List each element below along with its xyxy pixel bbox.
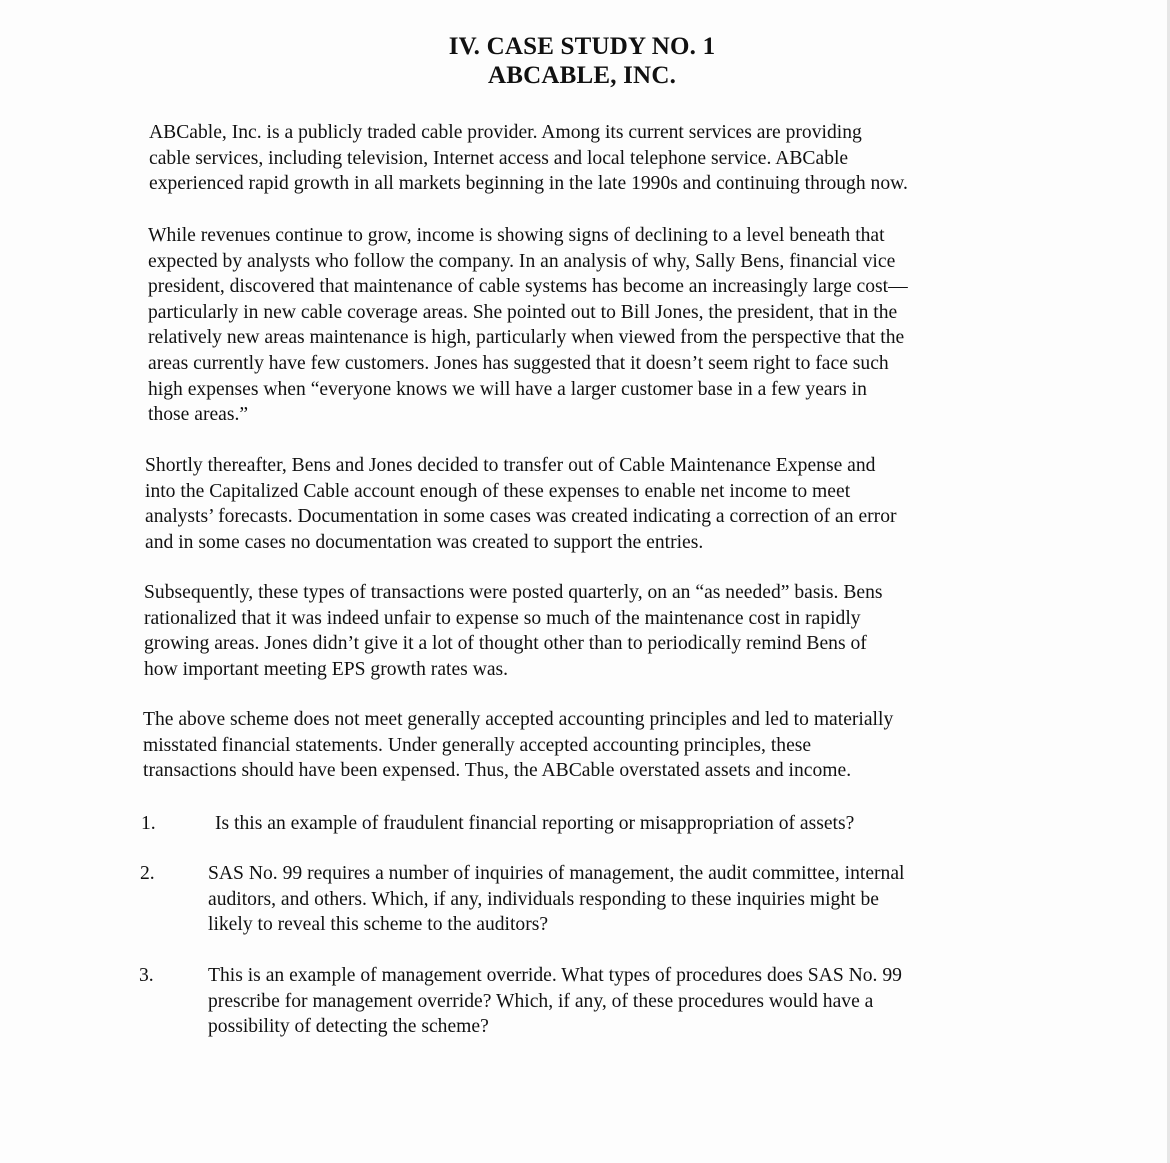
paragraph-line: relatively new areas maintenance is high, particularly when viewed from the perspective that the (148, 327, 905, 349)
paragraph-gaap (143, 707, 893, 784)
paragraph-line: president, discovered that maintenance of cable systems has become an increasingly large cost— (148, 276, 908, 298)
paragraph-line: how important meeting EPS growth rates was. (144, 658, 509, 680)
paragraph-line: analysts’ forecasts. Documentation in some cases was created indicating a correction of an error (145, 506, 897, 528)
paragraph-line: those areas.” (148, 404, 249, 426)
paragraph-line: rationalized that it was indeed unfair to expense so much of the maintenance cost in rapidly (144, 607, 861, 629)
paragraph-line: transactions should have been expensed. Thus, the ABCable overstated assets and income. (143, 760, 852, 782)
question-line: prescribe for management override? Which, if any, of these procedures would have a (208, 990, 874, 1012)
paragraph-line: Shortly thereafter, Bens and Jones decided to transfer out of Cable Maintenance Expense and (145, 455, 876, 476)
paragraph-line: and in some cases no documentation was created to support the entries. (145, 531, 704, 553)
question-number: 2. (140, 863, 155, 884)
paragraph-line: Subsequently, these types of transactions were posted quarterly, on an “as needed” basis. Bens (144, 582, 883, 603)
question-line: possibility of detecting the scheme? (208, 1016, 489, 1038)
question-text (215, 811, 854, 837)
question-line: auditors, and others. Which, if any, individuals responding to these inquiries might be (208, 888, 879, 910)
case-title: ABCABLE, INC. (487, 62, 677, 89)
paragraph-line: ABCable, Inc. is a publicly traded cable provider. Among its current services are providing (149, 122, 862, 143)
paragraph-line: growing areas. Jones didn’t give it a lot of thought other than to periodically remind Bens of (144, 633, 867, 655)
question-text (208, 963, 902, 1040)
question-line: SAS No. 99 requires a number of inquiries of management, the audit committee, internal (208, 863, 905, 884)
question-number: 1. (141, 813, 156, 834)
section-title: IV. CASE STUDY NO. 1 (448, 33, 716, 60)
paragraph-line: expected by analysts who follow the company. In an analysis of why, Sally Bens, financial vice (148, 250, 896, 272)
paragraph-line: high expenses when “everyone knows we will have a larger customer base in a few years in (148, 378, 867, 400)
question-line: likely to reveal this scheme to the auditors? (208, 914, 549, 936)
paragraph-transfer (145, 453, 897, 555)
paragraph-intro (149, 120, 908, 197)
paragraph-line: areas currently have few customers. Jones has suggested that it doesn’t seem right to face such (148, 352, 889, 374)
paragraph-line: into the Capitalized Cable account enough of these expenses to enable net income to meet (145, 480, 851, 502)
question-line: This is an example of management override. What types of procedures does SAS No. 99 (208, 965, 902, 986)
paragraph-line: cable services, including television, Internet access and local telephone service. ABCable (149, 147, 849, 169)
paragraph-quarterly (144, 580, 883, 682)
question-line: Is this an example of fraudulent financial reporting or misappropriation of assets? (215, 813, 855, 834)
paragraph-line: particularly in new cable coverage areas. She pointed out to Bill Jones, the president, that in the (148, 301, 898, 323)
question-number: 3. (139, 965, 154, 986)
paragraph-line: experienced rapid growth in all markets beginning in the late 1990s and continuing through now. (149, 173, 908, 195)
paragraph-line: misstated financial statements. Under generally accepted accounting principles, these (143, 734, 812, 756)
paragraph-line: While revenues continue to grow, income is showing signs of declining to a level beneath that (148, 225, 885, 246)
paragraph-line: The above scheme does not meet generally accepted accounting principles and led to materially (143, 709, 894, 730)
question-text (208, 861, 905, 938)
paragraph-revenues (148, 223, 908, 428)
